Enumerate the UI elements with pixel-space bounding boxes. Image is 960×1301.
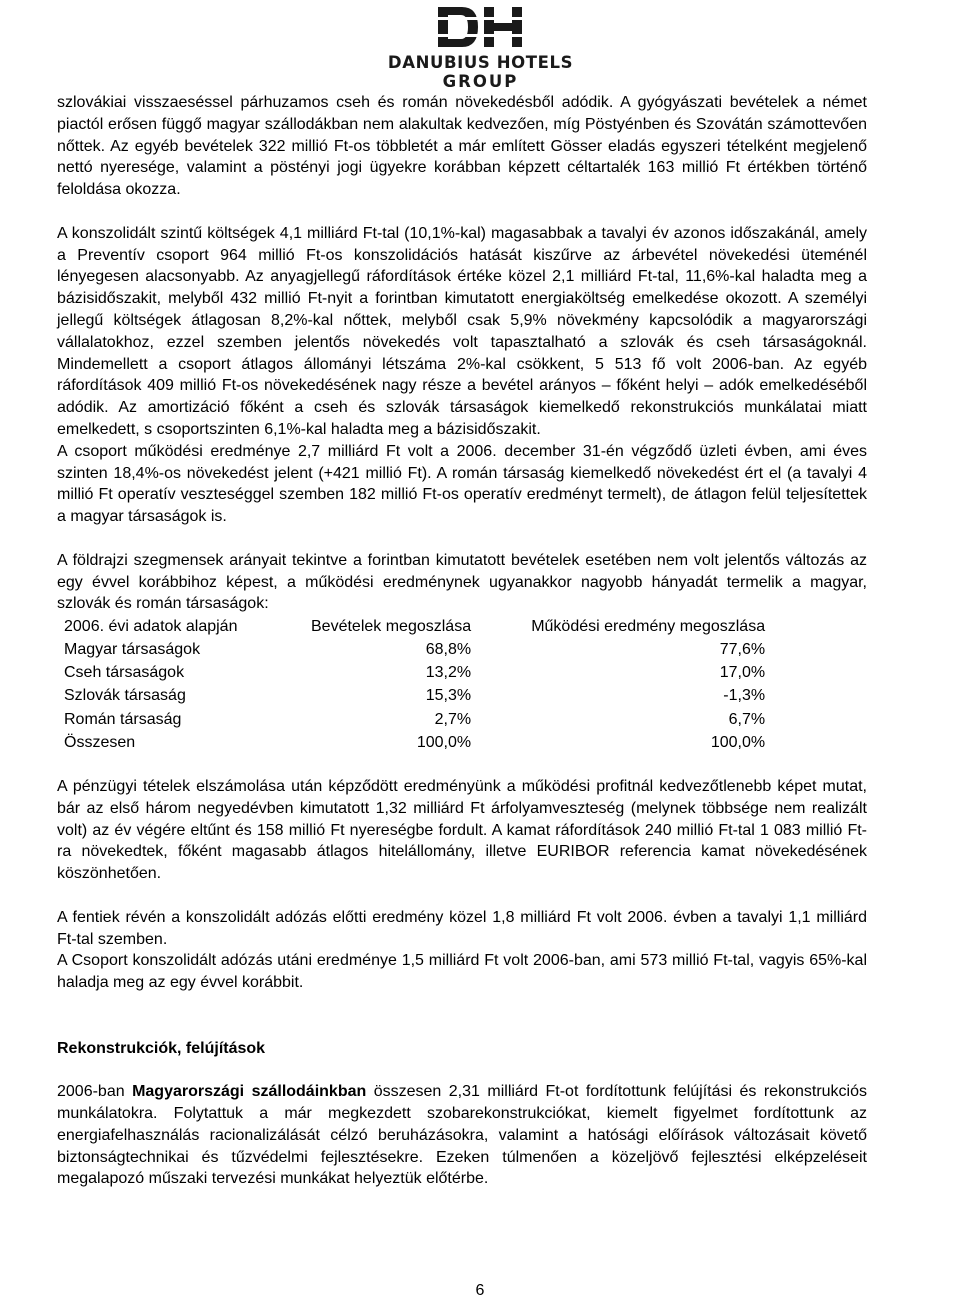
paragraph-revenue: szlovákiai visszaeséssel párhuzamos cseh és román növekedésből adódik. A gyógyászati bevételek a német piactól erősen függő magyar szállodákban nem alakultak kedvezően, míg Pöstyénben és Szovátán számottevően nőttek. Az egyéb bevételek 322 millió Ft-os többletét a már említett Gösser eladás egyszeri tételként megjelenő nettó nyeresége, valamint a pöstényi jogi ügyekre korábban képzett céltartalék 163 millió Ft értékben történő feloldása okozza. — [57, 94, 867, 199]
table-cell: Román társaság — [64, 710, 182, 728]
paragraph-aftertax: A Csoport konszolidált adózás utáni eredménye 1,5 milliárd Ft volt 2006-ban, ami 573 millió Ft-tal, vagyis 65%-kal haladja meg az egy évvel korábbit. — [57, 952, 867, 992]
table-cell: 13,2% — [425, 664, 472, 682]
table-cell: 77,6% — [719, 641, 766, 658]
paragraph-segments: A földrajzi szegmensek arányait tekintve a forintban kimutatott bevételek esetében nem volt jelentős változás az egy évvel korábbihoz képest, a működési eredménynek ugyanakkor nagyobb hányadát termelik a magyar, szlovák és román társaságok: — [57, 551, 867, 613]
paragraph-operating-result: A csoport működési eredménye 2,7 milliárd Ft volt a 2006. december 31-én végződő üzleti évben, ami éves szinten 18,4%-os növekedést jelent (+421 millió Ft). A román társaság kiemelkedő növekedést ért el (a tavalyi 4 millió Ft operatív veszteséggel szemben 182 millió Ft-os operatív eredményt termelt), de átlagon felül teljesítettek a magyar társaságok is. — [57, 442, 867, 526]
table-row — [64, 685, 765, 708]
text-prefix: 2006-ban — [57, 1083, 133, 1101]
section-heading: Rekonstrukciók, felújítások — [57, 1039, 266, 1057]
page-number: 6 — [475, 1282, 485, 1299]
company-logo — [358, 3, 603, 89]
paragraph-pretax: A fentiek révén a konszolidált adózás előtti eredmény közel 1,8 milliárd Ft volt 2006. évben a tavalyi 1,1 milliárd Ft-tal szemben. — [57, 908, 867, 948]
table-header-cell: Működési eredmény megoszlása — [531, 617, 766, 635]
danubius-logo-icon — [434, 3, 528, 51]
segment-table — [64, 615, 765, 754]
table-cell: 17,0% — [719, 664, 766, 682]
table-cell: Magyar társaságok — [64, 641, 201, 658]
table-cell: 100,0% — [416, 733, 472, 751]
table-header-row — [64, 615, 765, 638]
logo-text-line1: DANUBIUS HOTELS — [387, 53, 574, 72]
table-cell: 68,8% — [425, 641, 472, 658]
paragraph-reconstruction — [57, 1081, 867, 1190]
table-cell: Cseh társaságok — [64, 664, 185, 682]
paragraph-costs: A konszolidált szintű költségek 4,1 milliárd Ft-tal (10,1%-kal) magasabbak a tavalyi év azonos időszakánál, amely a Preventív csoport 964 millió Ft-os konszolidációs hatását kiszűrve az árbevétel növekedési üteménél lényegesen alacsonyabb. Az anyagjellegű ráfordítások értéke közel 2,1 milliárd Ft-tal, 11,6%-kal haladta meg a bázisidőszakit, melyből 432 millió Ft-nyit a forintban kimutatott energiaköltség emelkedése okozott. A személyi jellegű költségek átlagosan 8,2%-kal nőttek, melyből csak 5,9% növekmény kapcsolódik a magyarországi vállalatokhoz, ezzel szemben jelentős növekedés volt tapasztalható a szlovák és cseh társaságoknál. Mindemellett a csoport átlagos állományi létszáma 2%-kal csökkent, 5 513 fő volt 2006-ban. Az egyéb ráfordítások 409 millió Ft-os növekedésének nagy része a bevétel arányos – főként helyi – adók emelkedéséből adódik. Az amortizáció főként a cseh és szlovák társaságok kiemelkedő rekonstrukciós munkálatai miatt emelkedett, s csoportszinten 6,1%-kal haladta meg a bázisidőszakit. — [57, 224, 867, 438]
document-body — [57, 92, 867, 1190]
table-cell: 15,3% — [425, 687, 472, 705]
table-cell: 100,0% — [710, 733, 766, 751]
table-header-cell: Bevételek megoszlása — [311, 617, 472, 635]
table-cell: -1,3% — [723, 687, 766, 705]
table-row — [64, 708, 765, 731]
table-row — [64, 731, 765, 754]
text-rest: összesen 2,31 milliárd Ft-ot fordítottunk felújítási és rekonstrukciós munkálatokra. Folytattuk a már megkezdett szobarekonstrukciókat, kiemelt figyelmet fordítottunk az energiafelhasználás racionalizálását célzó beruházásokra, valamint a hatósági előírások változásait követő biztonságtechnikai és tűzvédelmi fejlesztésekre. Ezeken túlmenően a közeljövő fejlesztési elképzeléseit megalapozó műszaki tervezési munkákat helyeztük előtérbe. — [57, 1083, 868, 1188]
text-bold: Magyarországi szállodáinkban — [132, 1083, 367, 1101]
paragraph-financial: A pénzügyi tételek elszámolása után képződött eredményünk a működési profitnál kedvezőtlenebb képet mutat, bár az első három negyedévben kimutatott 1,32 milliárd Ft árfolyamveszteség (melynek többsége nem realizált volt) az év végére eltűnt és 158 millió Ft nyereségbe fordult. A kamat ráfordítások 240 millió Ft-tal 1 083 millió Ft-ra növekedtek, főként magasabb átlagos hitelállomány, illetve EURIBOR referencia kamat növekedésének köszönhetően. — [57, 778, 867, 883]
table-cell: 6,7% — [728, 710, 766, 728]
table-cell: 2,7% — [434, 710, 472, 728]
table-cell: Szlovák társaság — [64, 687, 186, 705]
table-row — [64, 662, 765, 685]
logo-text-line2: GROUP — [442, 72, 519, 91]
table-header-cell: 2006. évi adatok alapján — [64, 617, 238, 635]
table-cell: Összesen — [64, 733, 136, 751]
table-row — [64, 638, 765, 661]
